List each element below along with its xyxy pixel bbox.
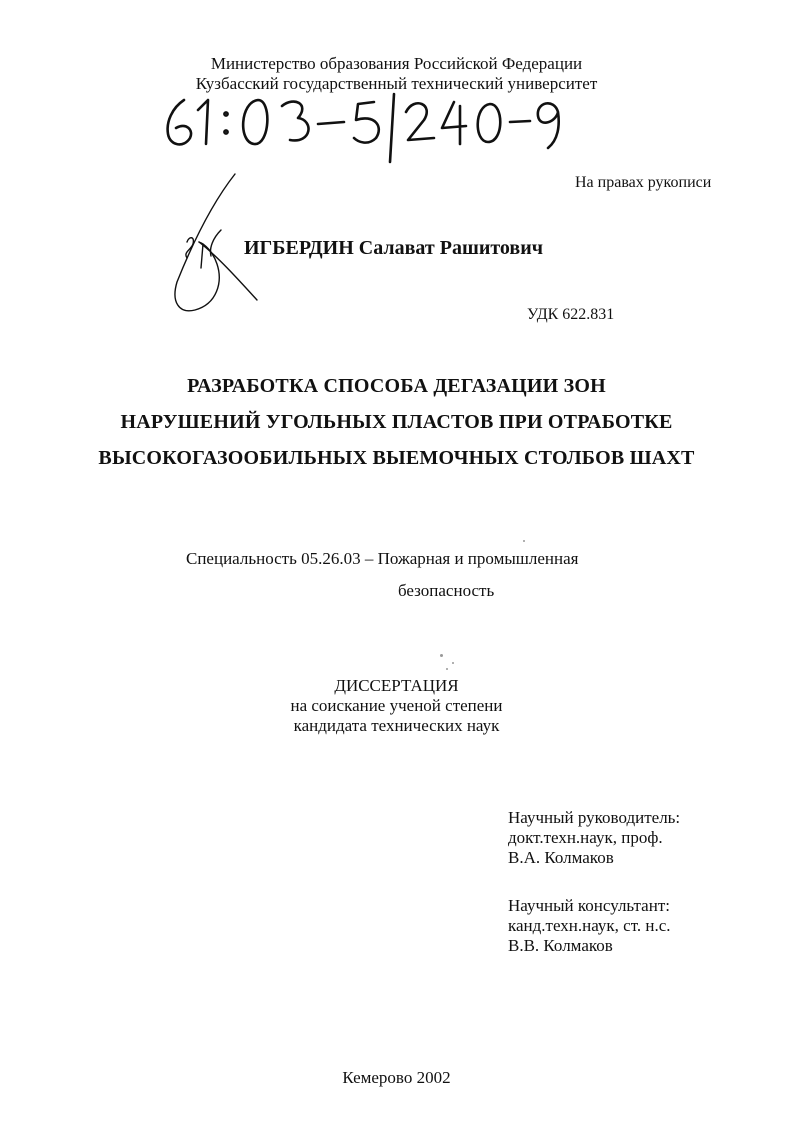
degree-name-line: кандидата технических наук xyxy=(293,716,500,735)
degree-purpose-line: на соискание ученой степени xyxy=(290,696,503,715)
supervisor-block xyxy=(508,808,680,868)
thesis-title xyxy=(0,368,793,476)
scan-speck xyxy=(440,654,443,657)
specialty-line-continued: безопасность xyxy=(398,581,495,600)
supervisor-label: Научный руководитель: xyxy=(508,808,681,827)
supervisor-name: В.А. Колмаков xyxy=(508,848,614,867)
supervisor-degree: докт.техн.наук, проф. xyxy=(508,828,663,847)
dissertation-heading: ДИССЕРТАЦИЯ xyxy=(334,676,459,695)
udk-code: УДК 622.831 xyxy=(527,306,615,323)
rights-note: На правах рукописи xyxy=(575,174,712,191)
specialty-line: Специальность 05.26.03 – Пожарная и промышленная xyxy=(186,549,579,568)
ministry-header xyxy=(0,54,793,94)
dissertation-block xyxy=(0,676,793,736)
scan-speck xyxy=(446,668,448,670)
title-line: НАРУШЕНИЙ УГОЛЬНЫХ ПЛАСТОВ ПРИ ОТРАБОТКЕ xyxy=(120,411,673,433)
handwritten-archive-number xyxy=(162,92,572,164)
consultant-degree: канд.техн.наук, ст. н.с. xyxy=(508,916,671,935)
scan-speck xyxy=(523,540,525,542)
title-line: ВЫСОКОГАЗООБИЛЬНЫХ ВЫЕМОЧНЫХ СТОЛБОВ ШАХТ xyxy=(98,447,695,469)
consultant-label: Научный консультант: xyxy=(508,896,670,915)
author-name: ИГБЕРДИН Салават Рашитович xyxy=(244,237,544,259)
city-year: Кемерово 2002 xyxy=(342,1068,451,1087)
scan-speck xyxy=(452,662,454,664)
title-line: РАЗРАБОТКА СПОСОБА ДЕГАЗАЦИИ ЗОН xyxy=(187,375,606,397)
ministry-line: Министерство образования Российской Федерации xyxy=(210,54,583,73)
consultant-block xyxy=(508,896,671,956)
consultant-name: В.В. Колмаков xyxy=(508,936,613,955)
university-line: Кузбасский государственный технический университет xyxy=(195,74,598,93)
